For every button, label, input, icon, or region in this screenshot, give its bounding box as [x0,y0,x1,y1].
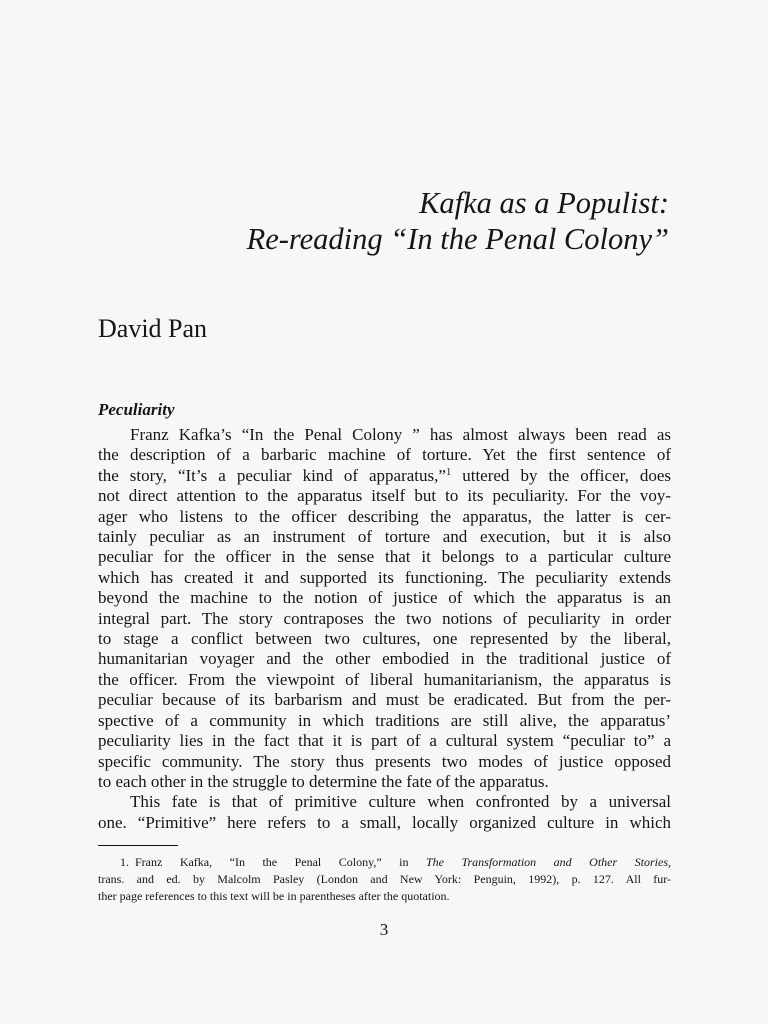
author-name: David Pan [98,314,208,343]
article-title-line-1: Kafka as a Populist: [419,186,669,220]
body-line: peculiar because of its barbarism and must be eradicated. But from the per- [98,690,671,710]
footnote-line: ther page references to this text will be in parentheses after the quotation. [98,889,450,903]
footnote [98,854,671,905]
body-line: humanitarian voyager and the other embodied in the traditional justice of [98,649,671,669]
body-line: not direct attention to the apparatus itself but to its peculiarity. For the voy- [98,486,671,506]
body-line: specific community. The story thus presents two modes of justice opposed [98,751,671,771]
body-line: Franz Kafka’s “In the Penal Colony ” has almost always been read as [130,425,671,444]
footnote-marker: 1 [445,466,452,478]
body-line: peculiarity lies in the fact that it is part of a cultural system “peculiar to” a [98,731,671,751]
body-line: which has created it and supported its functioning. The peculiarity extends [98,567,671,587]
body-text [98,425,671,833]
body-line: the officer. From the viewpoint of liberal humanitarianism, the apparatus is [98,669,671,689]
body-line: beyond the machine to the notion of justice of which the apparatus is an [98,588,671,608]
body-line: to stage a conflict between two cultures, one represented by the liberal, [98,629,671,649]
article-title-line-2: Re-reading “In the Penal Colony” [246,222,669,256]
body-line: to each other in the struggle to determine the fate of the apparatus. [98,771,549,791]
body-line: ager who listens to the officer describing the apparatus, the latter is cer- [98,506,671,526]
body-line: peculiar for the officer in the sense that it belongs to a particular culture [98,547,671,567]
footnote-divider [98,845,178,846]
footnote-line: trans. and ed. by Malcolm Pasley (London and New York: Penguin, 1992), p. 127. All fur- [98,872,671,886]
body-line: integral part. The story contraposes the two notions of peculiarity in order [98,608,671,628]
page-number: 3 [379,920,389,939]
body-line: This fate is that of primitive culture when confronted by a universal [130,792,671,812]
body-line: spective of a community in which traditions are still alive, the apparatus’ [98,710,671,730]
body-line: the description of a barbaric machine of torture. Yet the first sentence of [98,445,671,465]
cited-book-title: The Transformation and Other Stories [425,855,668,869]
section-heading: Peculiarity [98,400,175,419]
body-line: the story, “It’s a peculiar kind of apparatus,”$^1$ uttered by the officer, does [98,465,672,485]
body-line: tainly peculiar as an instrument of torture and execution, but it is also [98,527,671,547]
body-line: one. “Primitive” here refers to a small, locally organized culture in which [98,812,671,832]
footnote-number: 1. [120,855,129,869]
footnote-line: 1. Franz Kafka, “In the Penal Colony,” in The Transformation and Other Stories, [120,855,671,869]
